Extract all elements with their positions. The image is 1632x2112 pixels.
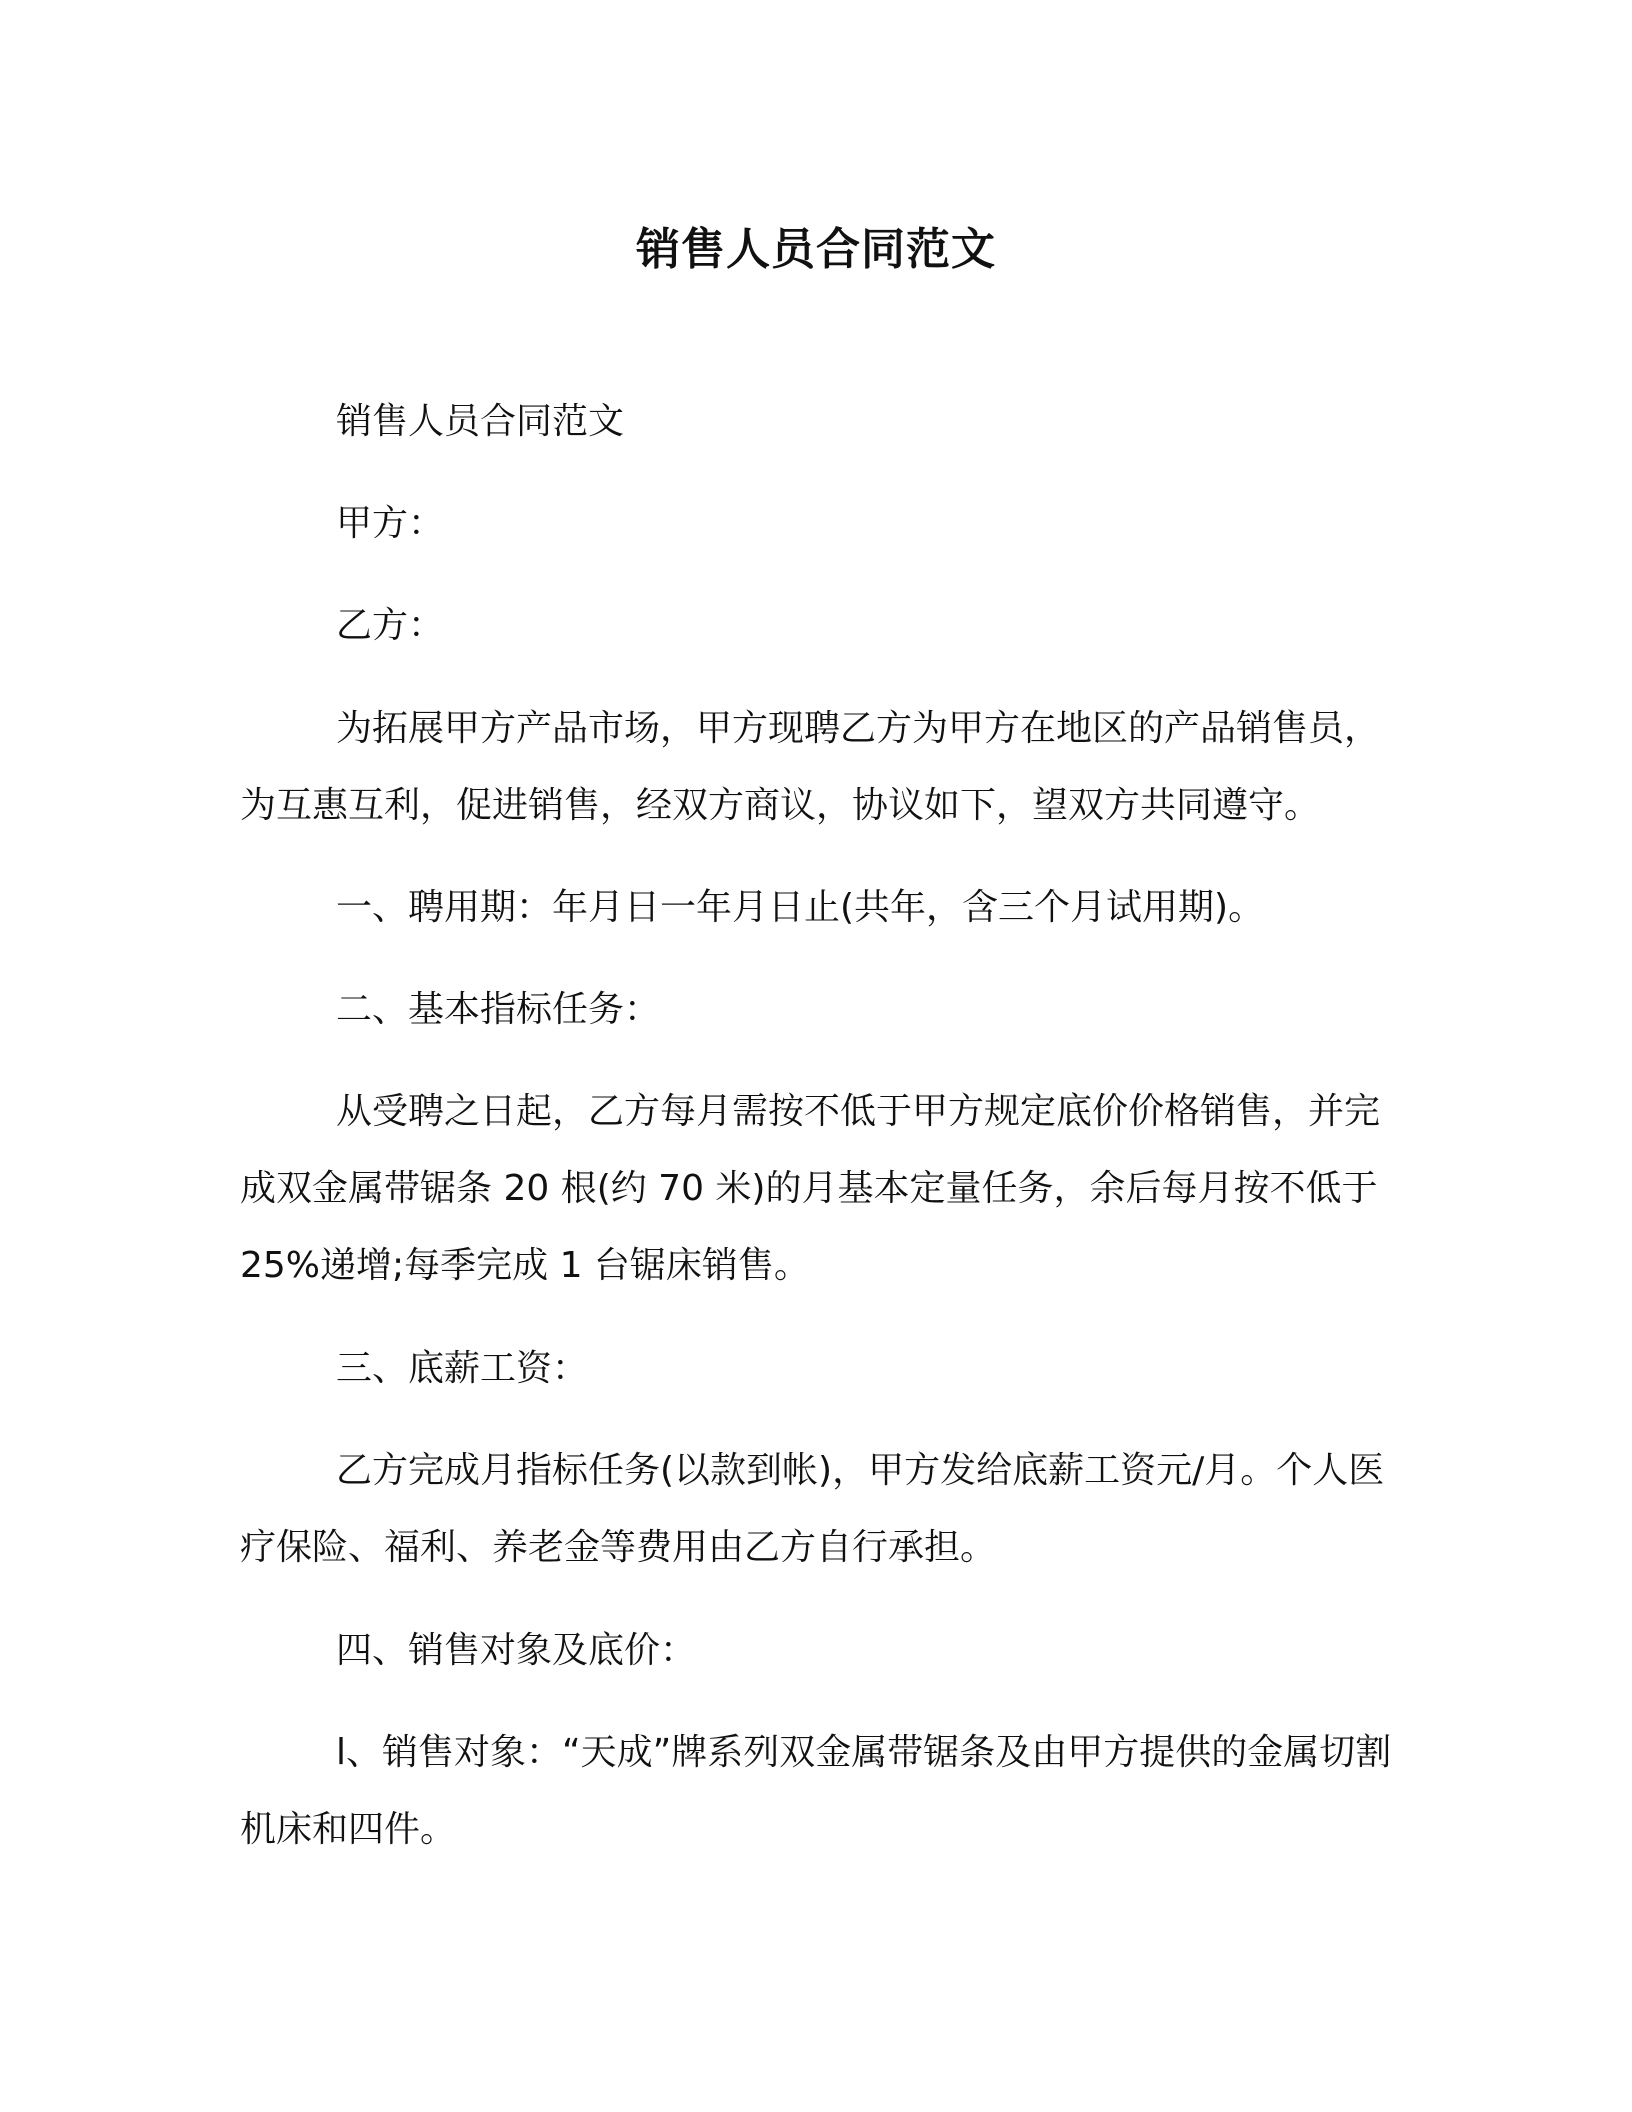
paragraph-party-a: 甲方：	[336, 503, 445, 544]
paragraph-heading: 销售人员合同范文	[336, 401, 625, 442]
paragraph-section-3-body: 乙方完成月指标任务(以款到帐)，甲方发给底薪工资元/月。个人医疗保险、福利、养老金等费用由乙方自行承担。	[240, 1450, 1385, 1568]
paragraph-preamble: 为拓展甲方产品市场，甲方现聘乙方为甲方在地区的产品销售员，为互惠互利，促进销售，经双方商议，协议如下，望双方共同遵守。	[240, 708, 1381, 826]
paragraph-section-3-heading: 三、底薪工资：	[336, 1348, 589, 1389]
paragraph-party-b: 乙方：	[336, 605, 445, 646]
paragraph-section-1: 一、聘用期：年月日一年月日止(共年，含三个月试用期)。	[336, 887, 1265, 928]
document-title: 销售人员合同范文	[636, 224, 996, 275]
paragraph-section-2-body: 从受聘之日起，乙方每月需按不低于甲方规定底价价格销售，并完成双金属带锯条 20 根(约 70 米)的月基本定量任务，余后每月按不低于 25%递增;每季完成 1 台锯床销售。	[240, 1091, 1381, 1286]
paragraph-section-2-heading: 二、基本指标任务：	[336, 989, 661, 1030]
paragraph-section-4-item-1: l、销售对象：“天成”牌系列双金属带锯条及由甲方提供的金属切割机床和四件。	[240, 1732, 1392, 1850]
paragraph-section-4-heading: 四、销售对象及底价：	[336, 1630, 697, 1671]
